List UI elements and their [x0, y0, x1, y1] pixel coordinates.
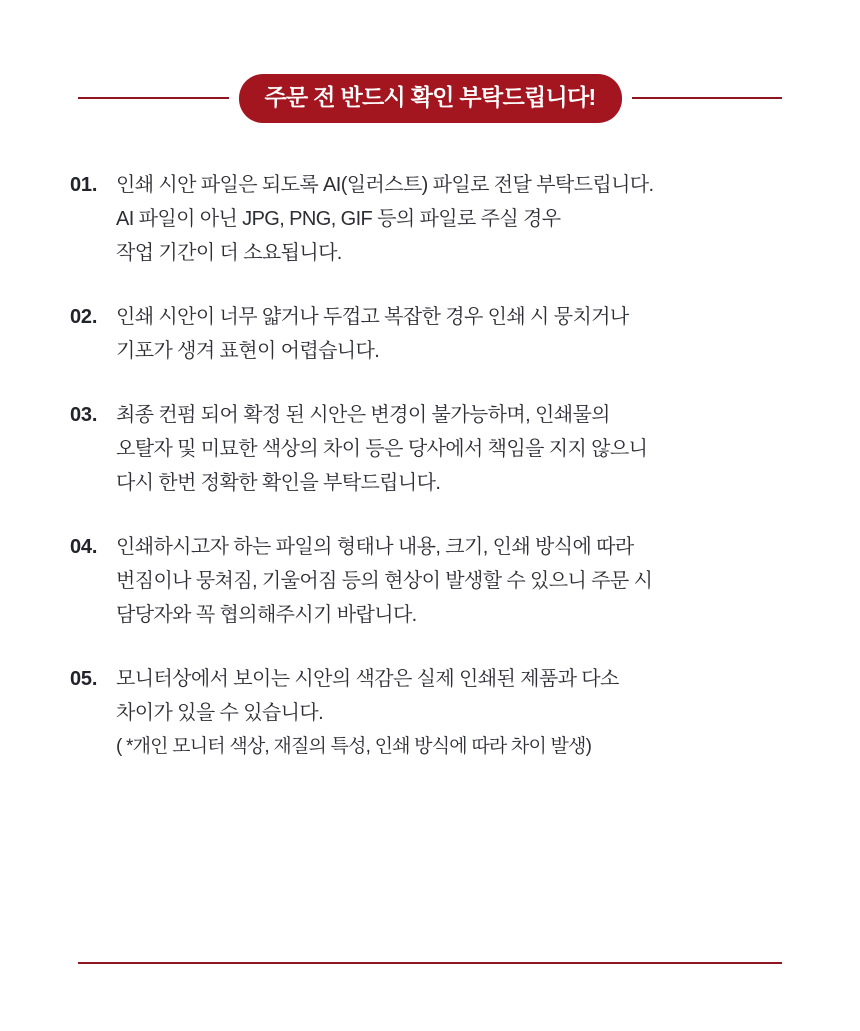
notice-line: 인쇄하시고자 하는 파일의 형태나 내용, 크기, 인쇄 방식에 따라 — [116, 536, 634, 558]
notice-body — [116, 530, 800, 632]
notice-line: 오탈자 및 미묘한 색상의 차이 등은 당사에서 책임을 지지 않으니 — [116, 438, 648, 460]
notice-number: 03. — [70, 404, 98, 426]
notice-line: 차이가 있을 수 있습니다. — [116, 702, 324, 724]
footer-divider — [78, 962, 782, 964]
header-badge: 주문 전 반드시 확인 부탁드립니다! — [239, 74, 622, 123]
notice-line: 인쇄 시안이 너무 얇거나 두껍고 복잡한 경우 인쇄 시 뭉치거나 — [116, 306, 629, 328]
header — [78, 76, 782, 120]
notice-line: 모니터상에서 보이는 시안의 색감은 실제 인쇄된 제품과 다소 — [116, 668, 619, 690]
header-rule-left — [78, 97, 229, 99]
notice-line-note: ( *개인 모니터 색상, 재질의 특성, 인쇄 방식에 따라 차이 발생) — [116, 736, 592, 757]
notice-line: 담당자와 꼭 협의해주시기 바랍니다. — [116, 604, 417, 626]
notice-body — [116, 168, 800, 270]
notice-line: AI 파일이 아닌 JPG, PNG, GIF 등의 파일로 주실 경우 — [116, 208, 561, 230]
list-item — [68, 398, 800, 500]
notice-body — [116, 300, 800, 368]
notice-number: 04. — [70, 536, 98, 558]
notice-body — [116, 398, 800, 500]
list-item — [68, 300, 800, 368]
notice-line: 기포가 생겨 표현이 어렵습니다. — [116, 340, 380, 362]
notice-line: 인쇄 시안 파일은 되도록 AI(일러스트) 파일로 전달 부탁드립니다. — [116, 174, 654, 196]
notice-number: 01. — [70, 174, 98, 196]
list-item — [68, 168, 800, 270]
notice-line: 다시 한번 정확한 확인을 부탁드립니다. — [116, 472, 441, 494]
notice-line: 작업 기간이 더 소요됩니다. — [116, 242, 342, 264]
notice-number: 05. — [70, 668, 98, 690]
notice-body — [116, 662, 800, 764]
list-item — [68, 662, 800, 764]
list-item — [68, 530, 800, 632]
notice-list — [68, 168, 800, 764]
notice-line: 최종 컨펌 되어 확정 된 시안은 변경이 불가능하며, 인쇄물의 — [116, 404, 610, 426]
notice-line: 번짐이나 뭉쳐짐, 기울어짐 등의 현상이 발생할 수 있으니 주문 시 — [116, 570, 653, 592]
header-rule-right — [632, 97, 783, 99]
notice-number: 02. — [70, 306, 98, 328]
